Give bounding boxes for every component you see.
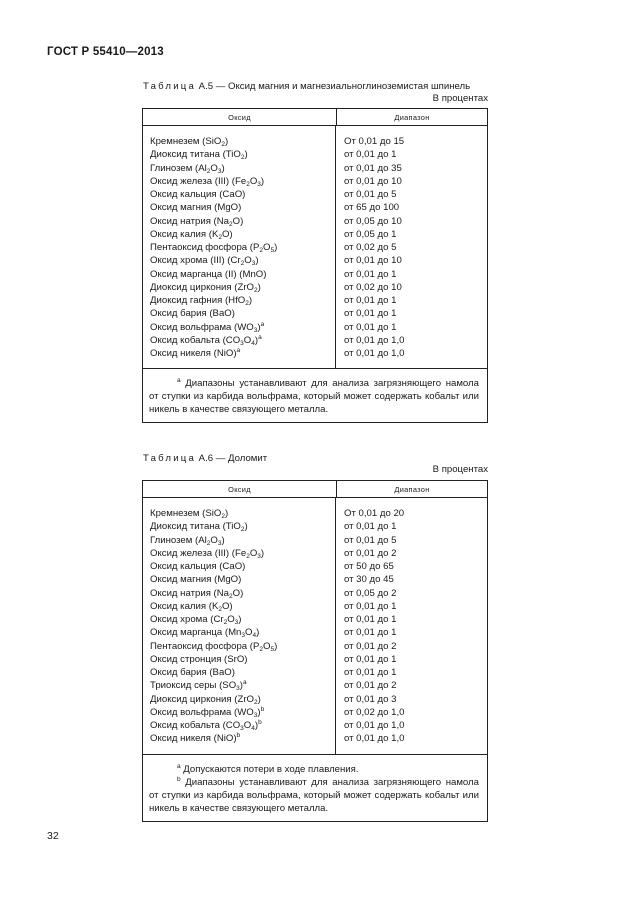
table-a5-header <box>143 109 487 126</box>
standard-code: ГОСТ Р 55410—2013 <box>47 46 164 58</box>
oxide-cell: Оксид вольфрама $(WO_3)^b$ <box>150 705 265 719</box>
oxide-cell: Триоксид серы $(SO_3)^a$ <box>150 679 247 693</box>
range-cell: от 0,01 до 35 <box>344 162 402 174</box>
oxide-cell: Оксид магния (MgO) <box>150 574 242 586</box>
range-cell: от 0,01 до 1 <box>344 308 397 320</box>
oxide-cell: Оксид никеля (NiO)$^b$ <box>150 732 241 745</box>
table-a6-range-column <box>336 498 487 754</box>
oxide-cell: Оксид бария (BaO) <box>150 308 235 320</box>
oxide-cell: Оксид натрия $(Na_2O)$ <box>150 587 244 600</box>
range-cell: от 0,02 до 5 <box>344 242 397 253</box>
range-cell: от 0,01 до 2 <box>344 680 397 692</box>
oxide-cell: Диоксид титана (TiO$_2$) <box>150 149 248 162</box>
table-a5-caption <box>143 81 470 92</box>
oxide-cell: Пентаоксид фосфора $(P_2O_5)$ <box>150 640 278 653</box>
oxide-cell: Оксид кальция (CaO) <box>150 189 246 200</box>
oxide-cell: Оксид никеля (NiO)$^a$ <box>150 347 241 359</box>
range-cell: от 0,01 до 1 <box>344 614 397 625</box>
oxide-cell: Диоксид циркония (ZrO$_2$) <box>150 281 261 294</box>
oxide-cell: Кремнезем (SiO$_2$) <box>150 136 229 148</box>
range-cell: от 0,01 до 1 <box>344 653 397 665</box>
oxide-cell: Пентаоксид фосфора $(P_2O_5)$ <box>150 242 278 254</box>
range-cell: От 0,01 до 15 <box>344 136 405 147</box>
footnote: $^a$ Допускаются потери в ходе плавления. <box>177 762 359 775</box>
oxide-cell: Оксид бария (BaO) <box>150 667 235 678</box>
oxide-cell: Оксид натрия $(Na_2O)$ <box>150 215 244 228</box>
range-cell: от 65 до 100 <box>344 202 400 214</box>
oxide-cell: Глинозем $(Al_2O_3)$ <box>150 534 225 547</box>
table-a6-oxide-column <box>143 498 336 754</box>
range-cell: от 0,01 до 1,0 <box>344 733 405 745</box>
range-cell: от 0,01 до 1,0 <box>344 348 405 359</box>
oxide-cell: Оксид калия $(K_2O)$ <box>150 228 233 241</box>
table-a5-col-oxide: Оксид <box>143 109 337 125</box>
oxide-cell: Оксид железа (III) $(Fe_2O_3)$ <box>150 175 265 188</box>
oxide-cell: Диоксид титана (TiO$_2$) <box>150 521 248 534</box>
oxide-cell: Оксид стронция (SrO) <box>150 653 248 665</box>
range-cell: от 0,01 до 1 <box>344 521 397 533</box>
table-a5-oxide-column <box>143 126 336 368</box>
table-a6-body <box>143 498 487 754</box>
table-a5-col-range: Диапазон <box>394 112 430 122</box>
range-cell: от 0,01 до 2 <box>344 640 397 652</box>
table-a6-caption <box>143 453 267 464</box>
range-cell: от 0,01 до 10 <box>344 175 402 187</box>
oxide-cell: Оксид марганца (II) (MnO) <box>150 268 267 280</box>
oxide-cell: Оксид кальция (CaO) <box>150 561 246 572</box>
range-cell: от 0,01 до 1 <box>344 149 397 161</box>
oxide-cell: Диоксид циркония (ZrO$_2$) <box>150 693 261 706</box>
range-cell: от 0,01 до 10 <box>344 255 402 267</box>
range-cell: от 0,01 до 1 <box>344 600 397 612</box>
oxide-cell: Оксид калия $(K_2O)$ <box>150 600 233 613</box>
range-cell: от 0,05 до 10 <box>344 215 402 227</box>
oxide-cell: Оксид кобальта $(CO_3O_4)^a$ <box>150 333 262 347</box>
range-cell: от 0,01 до 1 <box>344 295 397 306</box>
oxide-cell: Оксид хрома (III) $(Cr_2O_3)$ <box>150 255 259 268</box>
oxide-cell: Оксид хрома $(Cr_2O_3)$ <box>150 614 242 626</box>
range-cell: от 0,01 до 1 <box>344 627 397 639</box>
range-cell: от 0,05 до 2 <box>344 587 397 599</box>
range-cell: от 0,02 до 10 <box>344 281 402 293</box>
range-cell: от 0,01 до 1,0 <box>344 720 405 731</box>
table-a6-header <box>143 481 487 498</box>
footnote: $^b$ Диапазоны устанавливают для анализа загрязняющего намола от ступки из карбида вольфрама, который может содержать кобальт или никель в качестве связующего металла. <box>149 775 479 814</box>
range-cell: от 0,01 до 1,0 <box>344 334 405 346</box>
table-a5-range-column <box>336 126 487 368</box>
oxide-cell: Глинозем $(Al_2O_3)$ <box>150 162 225 175</box>
range-cell: от 30 до 45 <box>344 574 394 586</box>
table-a6-col-oxide: Оксид <box>143 481 337 497</box>
oxide-cell: Оксид магния (MgO) <box>150 202 242 214</box>
table-a6-units: В процентах <box>432 464 488 475</box>
oxide-cell: Оксид железа (III) $(Fe_2O_3)$ <box>150 547 265 560</box>
oxide-cell: Кремнезем (SiO$_2$) <box>150 508 229 520</box>
range-cell: От 0,01 до 20 <box>344 508 405 519</box>
table-a5-footnotes <box>143 368 487 422</box>
oxide-cell: Оксид вольфрама $(WO_3)^a$ <box>150 320 265 334</box>
table-a6 <box>142 480 488 822</box>
table-a6-caption-title: А.6 — Доломит <box>196 453 268 464</box>
table-a6-footnotes <box>143 754 487 821</box>
range-cell: от 0,01 до 5 <box>344 189 397 200</box>
range-cell: от 0,01 до 1 <box>344 321 397 333</box>
range-cell: от 0,01 до 1 <box>344 268 397 280</box>
table-a6-col-range: Диапазон <box>394 484 430 494</box>
range-cell: от 0,01 до 3 <box>344 693 397 705</box>
table-a5-caption-title: А.5 — Оксид магния и магнезиальноглиноземистая шпинель <box>196 81 471 92</box>
range-cell: от 0,01 до 1 <box>344 667 397 678</box>
table-a6-caption-prefix: Таблица <box>143 453 197 464</box>
page-number: 32 <box>47 830 59 842</box>
table-a5 <box>142 108 488 423</box>
oxide-cell: Оксид кобальта $(CO_3O_4)^b$ <box>150 719 262 732</box>
range-cell: от 0,02 до 1,0 <box>344 706 405 718</box>
range-cell: от 0,01 до 2 <box>344 547 397 559</box>
range-cell: от 0,05 до 1 <box>344 228 397 240</box>
oxide-cell: Диоксид гафния (HfO$_2$) <box>150 295 253 307</box>
table-a5-units: В процентах <box>432 93 488 104</box>
table-a5-caption-prefix: Таблица <box>143 81 197 92</box>
oxide-cell: Оксид марганца $(Mn_3O_4)$ <box>150 627 260 640</box>
range-cell: от 0,01 до 5 <box>344 534 397 546</box>
range-cell: от 50 до 65 <box>344 561 394 572</box>
footnote: $^a$ Диапазоны устанавливают для анализа загрязняющего намола от ступки из карбида вольфрама, который может содержать кобальт или никель в качестве связующего металла. <box>149 377 479 416</box>
table-a5-body <box>143 126 487 368</box>
